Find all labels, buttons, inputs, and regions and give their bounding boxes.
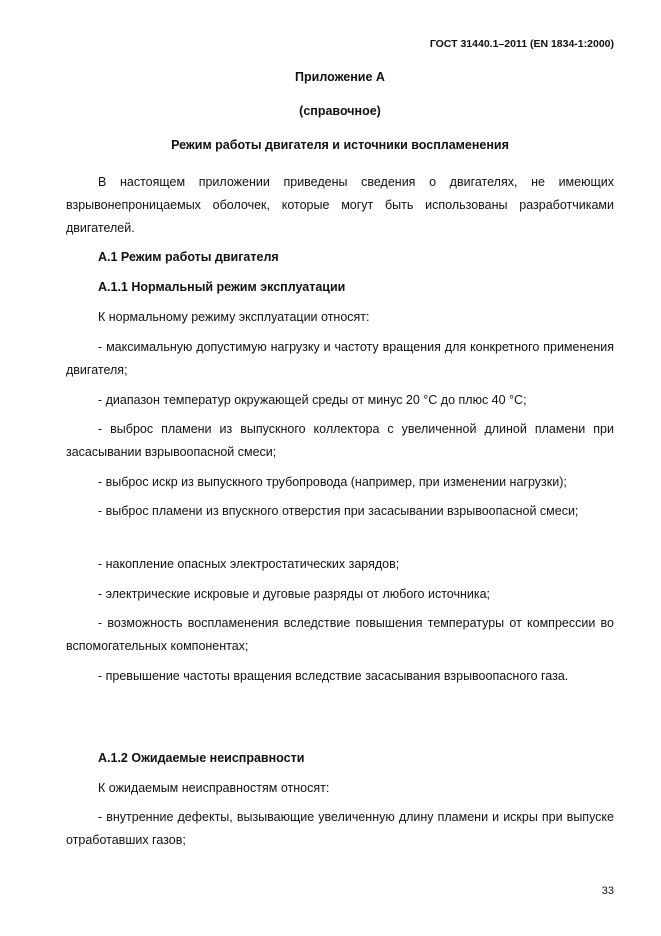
list-item: - накопление опасных электростатических зарядов; bbox=[98, 557, 400, 571]
list-item: - выброс пламени из впускного отверстия при засасывании взрывоопасной смеси; bbox=[98, 504, 579, 518]
section-a1-heading: А.1 Режим работы двигателя bbox=[98, 250, 279, 264]
list-item: - превышение частоты вращения вследствие засасывания взрывоопасного газа. bbox=[98, 669, 569, 683]
standard-header: ГОСТ 31440.1–2011 (EN 1834-1:2000) bbox=[429, 38, 614, 50]
list-item: - выброс пламени из выпускного коллектора с увеличенной длиной пламени при засасывании взрывоопасной смеси; bbox=[66, 422, 614, 459]
intro-paragraph: В настоящем приложении приведены сведения о двигателях, не имеющих взрывонепроницаемых оболочек, которые могут быть использованы разработчиками двигателей. bbox=[66, 175, 614, 235]
document-page bbox=[66, 0, 614, 936]
appendix-status: (справочное) bbox=[299, 104, 381, 118]
appendix-subject: Режим работы двигателя и источники воспламенения bbox=[171, 138, 509, 152]
section-a11-lead: К нормальному режиму эксплуатации относят: bbox=[98, 310, 370, 324]
list-item: - максимальную допустимую нагрузку и частоту вращения для конкретного применения двигателя; bbox=[66, 340, 614, 377]
list-item: - электрические искровые и дуговые разряды от любого источника; bbox=[98, 587, 491, 601]
section-a12-heading: А.1.2 Ожидаемые неисправности bbox=[98, 751, 305, 765]
section-a11-heading: А.1.1 Нормальный режим эксплуатации bbox=[98, 280, 346, 294]
section-a12-lead: К ожидаемым неисправностям относят: bbox=[98, 781, 330, 795]
list-item: - внутренние дефекты, вызывающие увеличенную длину пламени и искры при выпуске отработавших газов; bbox=[66, 810, 614, 847]
list-item: - возможность воспламенения вследствие повышения температуры от компрессии во вспомогательных компонентах; bbox=[66, 616, 614, 653]
list-item: - выброс искр из выпускного трубопровода (например, при изменении нагрузки); bbox=[98, 475, 567, 489]
list-item: - диапазон температур окружающей среды от минус 20 °С до плюс 40 °С; bbox=[98, 393, 527, 407]
appendix-title: Приложение А bbox=[295, 70, 385, 84]
page-number: 33 bbox=[601, 885, 614, 897]
